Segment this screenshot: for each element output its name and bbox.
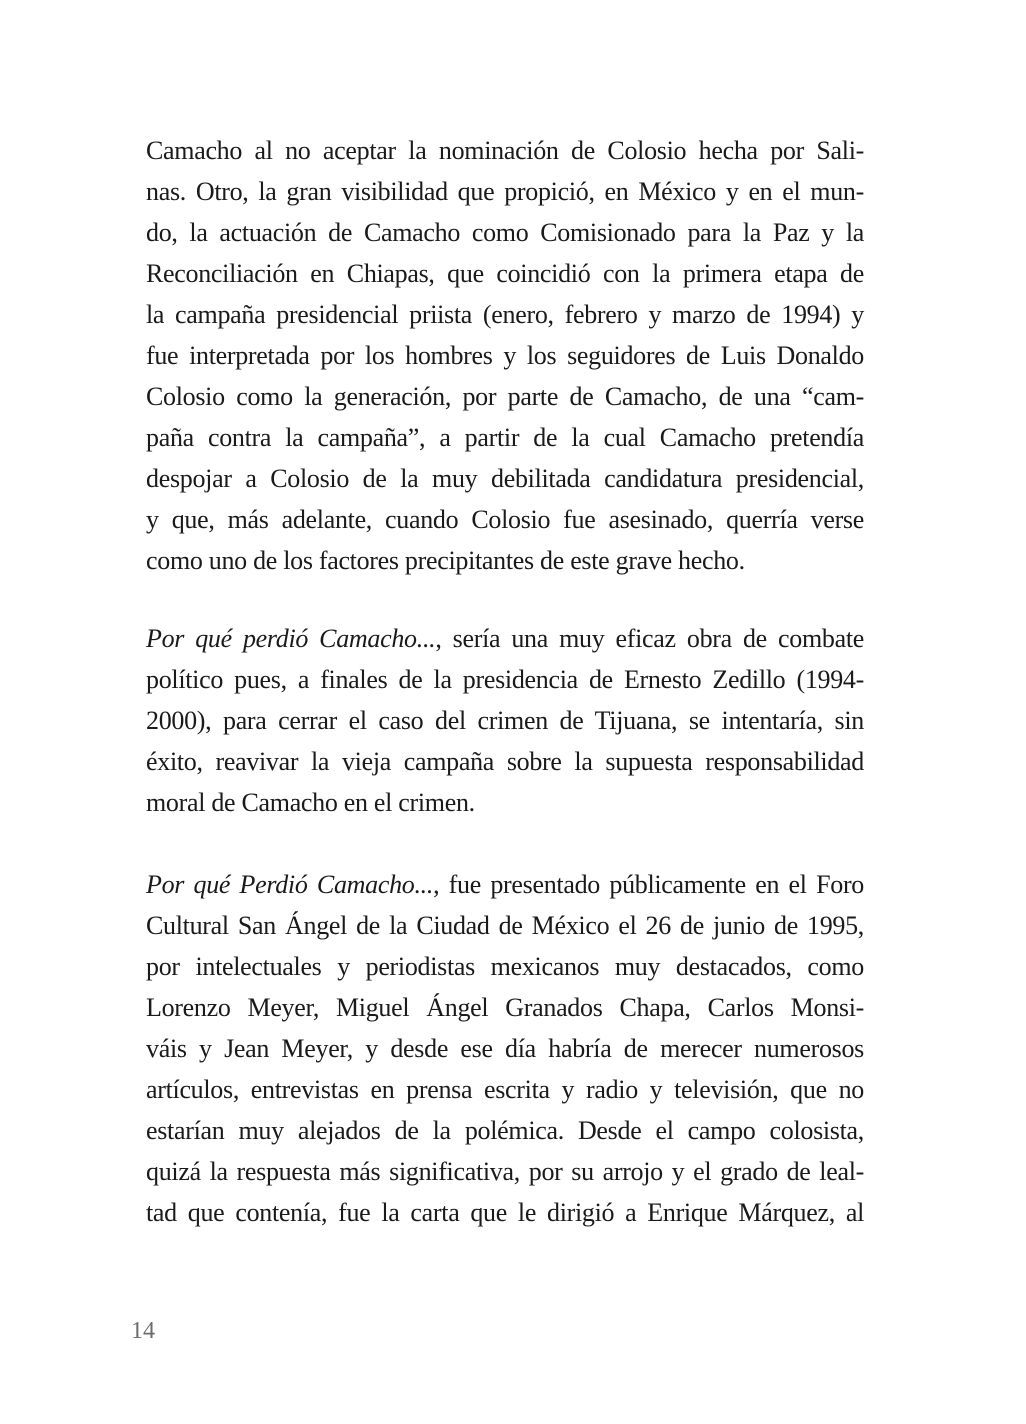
paragraph <box>146 618 864 823</box>
text-line: Cultural San Ángel de la Ciudad de México el 26 de junio de 1995, <box>146 911 864 940</box>
text-line: fue interpretada por los hombres y los seguidores de Luis Donaldo <box>146 341 864 370</box>
text-line: 2000), para cerrar el caso del crimen de Tijuana, se intentaría, sin <box>146 706 864 735</box>
text-line <box>146 618 864 659</box>
book-title-italic: Por qué perdió Camacho... <box>146 624 436 653</box>
page-number: 14 <box>131 1318 155 1344</box>
text-line: y que, más adelante, cuando Colosio fue asesinado, querría verse <box>146 505 864 534</box>
text-line: político pues, a finales de la presidencia de Ernesto Zedillo (1994- <box>146 665 864 694</box>
text-fragment: , sería una muy eficaz obra de combate <box>435 624 864 653</box>
text-line: éxito, reavivar la vieja campaña sobre la supuesta responsabilidad <box>146 747 864 776</box>
text-line: por intelectuales y periodistas mexicanos muy destacados, como <box>146 952 864 981</box>
text-line: Camacho al no aceptar la nominación de Colosio hecha por Sali- <box>146 136 864 165</box>
text-line: váis y Jean Meyer, y desde ese día habría de merecer numerosos <box>146 1034 864 1063</box>
text-line <box>146 864 864 905</box>
text-line: como uno de los factores precipitantes de este grave hecho. <box>146 546 745 575</box>
text-line: quizá la respuesta más significativa, por su arrojo y el grado de leal- <box>146 1157 864 1186</box>
text-line: Lorenzo Meyer, Miguel Ángel Granados Chapa, Carlos Monsi- <box>146 993 864 1022</box>
text-line: despojar a Colosio de la muy debilitada candidatura presidencial, <box>146 464 864 493</box>
paragraph <box>146 130 864 581</box>
text-line: tad que contenía, fue la carta que le dirigió a Enrique Márquez, al <box>146 1198 864 1227</box>
text-fragment: , fue presentado públicamente en el Foro <box>433 870 865 899</box>
text-line: la campaña presidencial priista (enero, febrero y marzo de 1994) y <box>146 300 864 329</box>
text-line: estarían muy alejados de la polémica. Desde el campo colosista, <box>146 1116 864 1145</box>
text-line: do, la actuación de Camacho como Comisionado para la Paz y la <box>146 218 864 247</box>
text-line: nas. Otro, la gran visibilidad que propició, en México y en el mun- <box>146 177 864 206</box>
text-line: Reconciliación en Chiapas, que coincidió con la primera etapa de <box>146 259 864 288</box>
book-title-italic: Por qué Perdió Camacho... <box>146 870 434 899</box>
text-line: paña contra la campaña”, a partir de la cual Camacho pretendía <box>146 423 864 452</box>
text-line: Colosio como la generación, por parte de Camacho, de una “cam- <box>146 382 864 411</box>
paragraph <box>146 864 864 1233</box>
text-line: artículos, entrevistas en prensa escrita y radio y televisión, que no <box>146 1075 864 1104</box>
text-line: moral de Camacho en el crimen. <box>146 788 475 817</box>
